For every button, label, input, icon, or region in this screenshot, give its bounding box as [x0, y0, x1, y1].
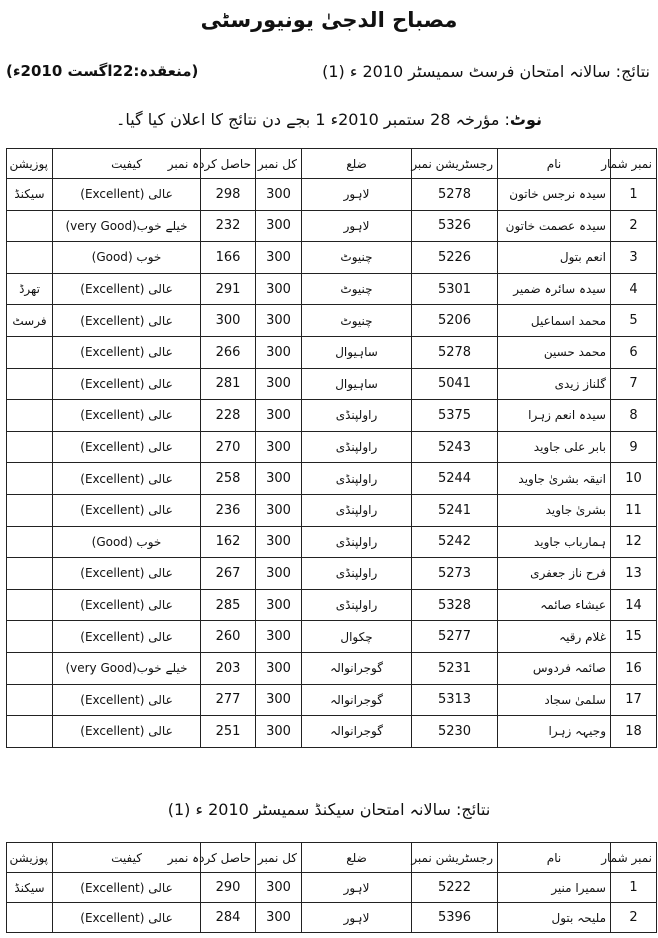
header-total: کل نمبر: [256, 149, 302, 179]
cell-serial: 8: [611, 400, 657, 432]
table-row: [7, 242, 657, 274]
cell-obtained: 284: [201, 903, 256, 933]
cell-remarks: عالی (Excellent): [53, 400, 201, 432]
cell-registration: 5222: [412, 873, 498, 903]
cell-remarks: عالی (Excellent): [53, 589, 201, 621]
cell-obtained: 236: [201, 494, 256, 526]
cell-remarks: خیلے خوب(very Good): [53, 210, 201, 242]
note-label: نوٹ: [509, 110, 543, 129]
cell-name: فرح ناز جعفری: [498, 558, 611, 590]
cell-district: لاہور: [302, 210, 412, 242]
header-registration: رجسٹریشن نمبر: [412, 149, 498, 179]
cell-position: [7, 431, 53, 463]
table-header-row: [7, 149, 657, 179]
cell-remarks: عالی (Excellent): [53, 684, 201, 716]
cell-serial: 16: [611, 652, 657, 684]
cell-district: لاہور: [302, 873, 412, 903]
cell-remarks: عالی (Excellent): [53, 431, 201, 463]
cell-name: بابر علی جاوید: [498, 431, 611, 463]
cell-position: سیکنڈ: [7, 179, 53, 211]
cell-serial: 18: [611, 716, 657, 748]
announcement-note: [0, 110, 658, 129]
table-row: [7, 400, 657, 432]
cell-name: محمد حسین: [498, 336, 611, 368]
cell-registration: 5241: [412, 494, 498, 526]
cell-name: سیدہ انعم زہرا: [498, 400, 611, 432]
cell-district: لاہور: [302, 903, 412, 933]
cell-district: ساہیوال: [302, 336, 412, 368]
cell-total: 300: [256, 494, 302, 526]
cell-position: [7, 242, 53, 274]
cell-registration: 5375: [412, 400, 498, 432]
table-row: [7, 903, 657, 933]
cell-position: [7, 494, 53, 526]
cell-name: سیدہ سائرہ ضمیر: [498, 273, 611, 305]
table-row: [7, 336, 657, 368]
cell-serial: 2: [611, 903, 657, 933]
cell-serial: 7: [611, 368, 657, 400]
cell-name: محمد اسماعیل: [498, 305, 611, 337]
cell-serial: 5: [611, 305, 657, 337]
header-position: پوزیشن: [7, 149, 53, 179]
table-row: [7, 558, 657, 590]
header-obtained: حاصل کردہ نمبر: [201, 843, 256, 873]
cell-district: راولپنڈی: [302, 431, 412, 463]
results-table-semester-1: [6, 148, 657, 748]
table-row: [7, 210, 657, 242]
cell-total: 300: [256, 336, 302, 368]
cell-position: [7, 336, 53, 368]
cell-position: تھرڈ: [7, 273, 53, 305]
cell-serial: 11: [611, 494, 657, 526]
cell-registration: 5313: [412, 684, 498, 716]
cell-registration: 5243: [412, 431, 498, 463]
cell-name: گلناز زیدی: [498, 368, 611, 400]
cell-total: 300: [256, 431, 302, 463]
cell-registration: 5326: [412, 210, 498, 242]
cell-district: چنیوٹ: [302, 273, 412, 305]
cell-registration: 5206: [412, 305, 498, 337]
header-serial: نمبر شمار: [611, 149, 657, 179]
cell-district: ساہیوال: [302, 368, 412, 400]
cell-position: [7, 621, 53, 653]
cell-position: [7, 400, 53, 432]
table-row: [7, 526, 657, 558]
cell-total: 300: [256, 242, 302, 274]
table-row: [7, 589, 657, 621]
cell-registration: 5231: [412, 652, 498, 684]
header-total: کل نمبر: [256, 843, 302, 873]
cell-obtained: 258: [201, 463, 256, 495]
cell-district: گوجرانوالہ: [302, 684, 412, 716]
header-registration: رجسٹریشن نمبر: [412, 843, 498, 873]
cell-position: سیکنڈ: [7, 873, 53, 903]
note-text: : مؤرخہ 28 ستمبر 2010ء 1 بجے دن نتائج کا اعلان کیا گیا۔: [115, 110, 510, 129]
cell-name: سیدہ نرجس خاتون: [498, 179, 611, 211]
cell-total: 300: [256, 903, 302, 933]
cell-district: چنیوٹ: [302, 305, 412, 337]
cell-obtained: 277: [201, 684, 256, 716]
cell-remarks: عالی (Excellent): [53, 305, 201, 337]
cell-position: [7, 210, 53, 242]
university-title: مصباح الدجیٰ یونیورسٹی: [200, 8, 458, 32]
cell-name: ہمارباب جاوید: [498, 526, 611, 558]
table-row: [7, 873, 657, 903]
cell-total: 300: [256, 873, 302, 903]
cell-serial: 1: [611, 873, 657, 903]
cell-serial: 6: [611, 336, 657, 368]
cell-registration: 5244: [412, 463, 498, 495]
cell-total: 300: [256, 400, 302, 432]
cell-district: راولپنڈی: [302, 526, 412, 558]
cell-serial: 2: [611, 210, 657, 242]
cell-serial: 12: [611, 526, 657, 558]
cell-position: [7, 652, 53, 684]
cell-district: راولپنڈی: [302, 589, 412, 621]
cell-remarks: عالی (Excellent): [53, 273, 201, 305]
cell-remarks: عالی (Excellent): [53, 558, 201, 590]
table-row: [7, 368, 657, 400]
cell-obtained: 251: [201, 716, 256, 748]
cell-total: 300: [256, 179, 302, 211]
section1-heading: نتائج: سالانہ امتحان فرسٹ سمیسٹر 2010 ء (1): [322, 62, 650, 81]
cell-district: لاہور: [302, 179, 412, 211]
cell-position: [7, 589, 53, 621]
cell-serial: 3: [611, 242, 657, 274]
results-table-semester-2: [6, 842, 657, 933]
table-header-row: [7, 843, 657, 873]
table-row: [7, 431, 657, 463]
cell-name: صائمہ فردوس: [498, 652, 611, 684]
cell-serial: 15: [611, 621, 657, 653]
cell-position: [7, 684, 53, 716]
cell-obtained: 285: [201, 589, 256, 621]
cell-remarks: عالی (Excellent): [53, 368, 201, 400]
cell-serial: 14: [611, 589, 657, 621]
cell-obtained: 166: [201, 242, 256, 274]
cell-obtained: 162: [201, 526, 256, 558]
cell-position: [7, 463, 53, 495]
cell-obtained: 291: [201, 273, 256, 305]
cell-name: انعم بتول: [498, 242, 611, 274]
cell-obtained: 228: [201, 400, 256, 432]
cell-registration: 5273: [412, 558, 498, 590]
cell-obtained: 270: [201, 431, 256, 463]
cell-remarks: عالی (Excellent): [53, 903, 201, 933]
table-row: [7, 621, 657, 653]
cell-total: 300: [256, 716, 302, 748]
cell-serial: 13: [611, 558, 657, 590]
cell-district: راولپنڈی: [302, 400, 412, 432]
section1-held-date: (منعقدہ:22اگست 2010ء): [6, 62, 199, 80]
cell-registration: 5278: [412, 336, 498, 368]
cell-total: 300: [256, 463, 302, 495]
cell-obtained: 232: [201, 210, 256, 242]
cell-position: [7, 558, 53, 590]
cell-position: [7, 716, 53, 748]
cell-serial: 17: [611, 684, 657, 716]
cell-registration: 5230: [412, 716, 498, 748]
cell-registration: 5278: [412, 179, 498, 211]
table-row: [7, 716, 657, 748]
table-row: [7, 652, 657, 684]
cell-total: 300: [256, 684, 302, 716]
table-row: [7, 273, 657, 305]
header-serial: نمبر شمار: [611, 843, 657, 873]
cell-remarks: عالی (Excellent): [53, 621, 201, 653]
cell-remarks: عالی (Excellent): [53, 716, 201, 748]
cell-district: راولپنڈی: [302, 463, 412, 495]
cell-position: [7, 368, 53, 400]
cell-obtained: 203: [201, 652, 256, 684]
cell-total: 300: [256, 210, 302, 242]
cell-obtained: 300: [201, 305, 256, 337]
cell-district: راولپنڈی: [302, 494, 412, 526]
cell-name: غلام رقیہ: [498, 621, 611, 653]
cell-remarks: عالی (Excellent): [53, 179, 201, 211]
cell-total: 300: [256, 368, 302, 400]
cell-position: فرسٹ: [7, 305, 53, 337]
cell-registration: 5301: [412, 273, 498, 305]
table-row: [7, 684, 657, 716]
cell-serial: 10: [611, 463, 657, 495]
cell-district: چکوال: [302, 621, 412, 653]
cell-remarks: عالی (Excellent): [53, 873, 201, 903]
table-row: [7, 494, 657, 526]
cell-obtained: 298: [201, 179, 256, 211]
header-remarks: کیفیت: [53, 843, 201, 873]
cell-name: بشریٰ جاوید: [498, 494, 611, 526]
table-row: [7, 179, 657, 211]
cell-remarks: خیلے خوب(very Good): [53, 652, 201, 684]
header-position: پوزیشن: [7, 843, 53, 873]
cell-district: گوجرانوالہ: [302, 716, 412, 748]
header-remarks: کیفیت: [53, 149, 201, 179]
cell-obtained: 266: [201, 336, 256, 368]
cell-obtained: 267: [201, 558, 256, 590]
cell-district: راولپنڈی: [302, 558, 412, 590]
cell-total: 300: [256, 526, 302, 558]
cell-registration: 5277: [412, 621, 498, 653]
cell-name: ملیحہ بتول: [498, 903, 611, 933]
cell-name: انیقہ بشریٰ جاوید: [498, 463, 611, 495]
cell-name: سمیرا منیر: [498, 873, 611, 903]
cell-registration: 5226: [412, 242, 498, 274]
cell-name: وجیہہ زہرا: [498, 716, 611, 748]
cell-total: 300: [256, 305, 302, 337]
cell-remarks: عالی (Excellent): [53, 494, 201, 526]
header-name: نام: [498, 149, 611, 179]
cell-remarks: عالی (Excellent): [53, 336, 201, 368]
cell-serial: 9: [611, 431, 657, 463]
cell-serial: 1: [611, 179, 657, 211]
cell-registration: 5396: [412, 903, 498, 933]
header-district: ضلع: [302, 149, 412, 179]
cell-obtained: 260: [201, 621, 256, 653]
cell-total: 300: [256, 621, 302, 653]
cell-name: سلمیٰ سجاد: [498, 684, 611, 716]
cell-remarks: خوب (Good): [53, 526, 201, 558]
cell-total: 300: [256, 273, 302, 305]
table-row: [7, 305, 657, 337]
cell-total: 300: [256, 589, 302, 621]
cell-obtained: 281: [201, 368, 256, 400]
header-obtained: حاصل کردہ نمبر: [201, 149, 256, 179]
header-district: ضلع: [302, 843, 412, 873]
cell-remarks: خوب (Good): [53, 242, 201, 274]
cell-position: [7, 526, 53, 558]
section2-heading: نتائج: سالانہ امتحان سیکنڈ سمیسٹر 2010 ء (1): [167, 800, 491, 819]
cell-position: [7, 903, 53, 933]
table-row: [7, 463, 657, 495]
cell-district: چنیوٹ: [302, 242, 412, 274]
cell-remarks: عالی (Excellent): [53, 463, 201, 495]
header-name: نام: [498, 843, 611, 873]
cell-total: 300: [256, 558, 302, 590]
cell-district: گوجرانوالہ: [302, 652, 412, 684]
cell-registration: 5242: [412, 526, 498, 558]
cell-name: سیدہ عصمت خاتون: [498, 210, 611, 242]
cell-serial: 4: [611, 273, 657, 305]
cell-total: 300: [256, 652, 302, 684]
cell-obtained: 290: [201, 873, 256, 903]
cell-name: عیشاء صائمہ: [498, 589, 611, 621]
cell-registration: 5041: [412, 368, 498, 400]
cell-registration: 5328: [412, 589, 498, 621]
